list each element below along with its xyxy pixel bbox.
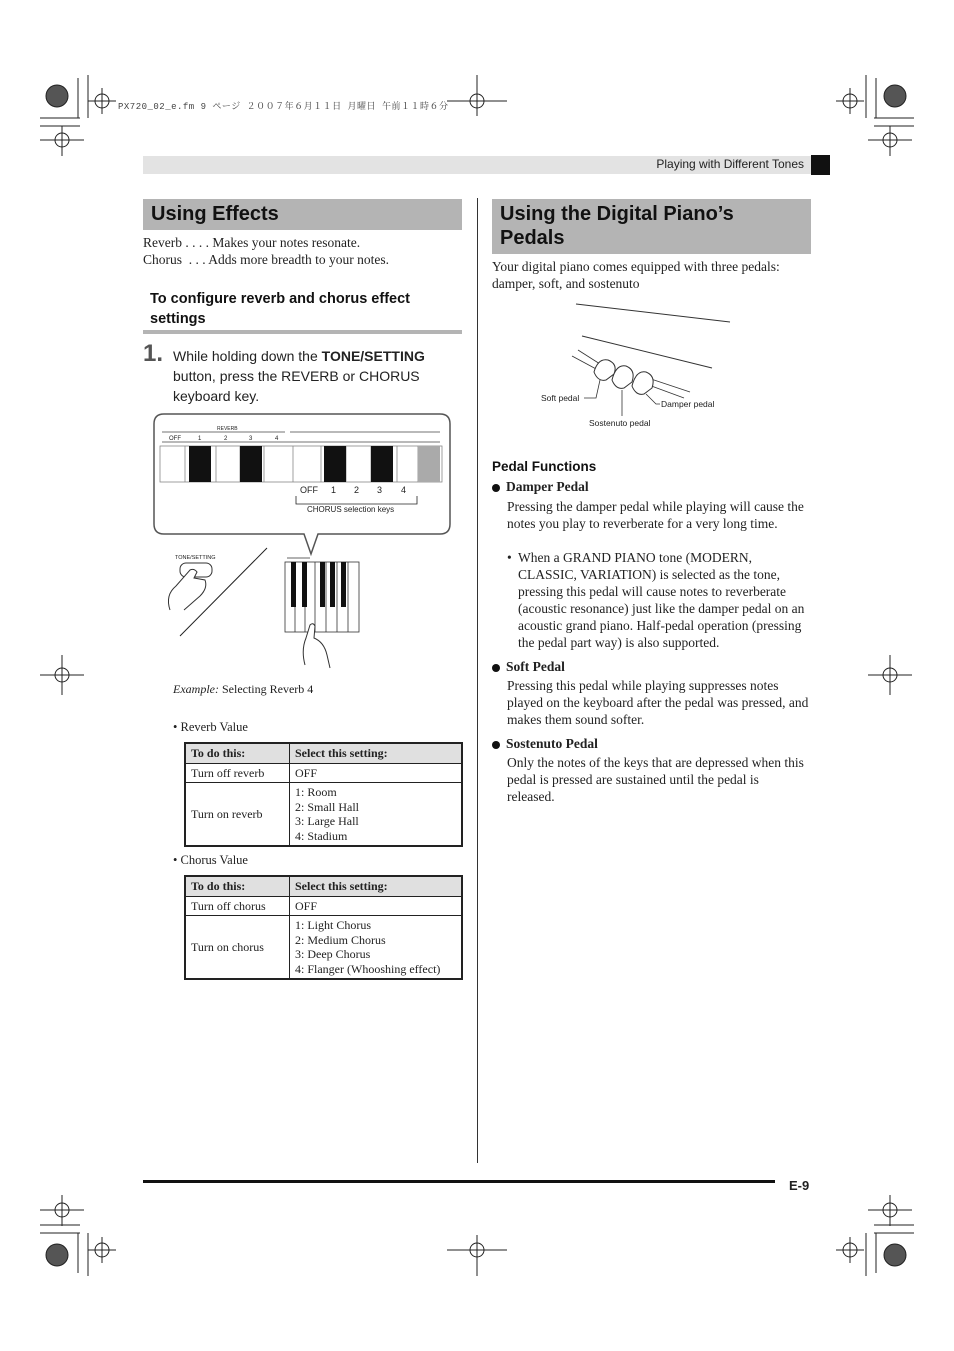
setting-line: 2: Medium Chorus xyxy=(295,932,386,947)
sostenuto-pedal-label: Sostenuto pedal xyxy=(589,418,651,428)
chorus-table-caption: • Chorus Value xyxy=(173,853,248,867)
footer-rule xyxy=(143,1180,775,1183)
chorus-table xyxy=(184,875,463,980)
reverb-table-caption: • Reverb Value xyxy=(173,720,248,734)
pedal-name: Soft Pedal xyxy=(506,659,565,674)
setting-line: 3: Deep Chorus xyxy=(295,947,371,961)
soft-pedal-heading xyxy=(492,659,565,675)
table-cell-action: Turn on reverb xyxy=(185,783,290,847)
file-info: PX720_02_e.fm 9 ページ ２００７年６月１１日 月曜日 午前１１時６分 xyxy=(118,102,449,112)
section-title-using-effects: Using Effects xyxy=(143,199,462,230)
table-row xyxy=(185,896,462,916)
intro-desc: Adds more breadth to your notes. xyxy=(208,252,389,267)
table-header-cell: Select this setting: xyxy=(290,743,463,763)
tone-setting-label: TONE/SETTING xyxy=(175,555,216,561)
table-cell-action: Turn on chorus xyxy=(185,916,290,980)
table-cell-setting: OFF xyxy=(290,896,463,916)
intro-leader: . . . . xyxy=(181,235,213,250)
column-divider xyxy=(477,198,478,1163)
reverb-key-label: 2 xyxy=(224,436,228,442)
table-row xyxy=(185,916,462,980)
header-block xyxy=(811,155,830,175)
chorus-key-label: 3 xyxy=(377,485,383,495)
note-bullet: • xyxy=(507,550,512,565)
damper-pedal-label: Damper pedal xyxy=(661,399,715,409)
table-row xyxy=(185,783,462,847)
pedal-name: Damper Pedal xyxy=(506,479,589,494)
table-cell-action: Turn off chorus xyxy=(185,896,290,916)
sostenuto-pedal-text: Only the notes of the keys that are depressed when this pedal is pressed are sustained until the pedal is released. xyxy=(507,755,804,804)
table-header-cell: To do this: xyxy=(185,876,290,896)
example-text: Selecting Reverb 4 xyxy=(221,682,314,696)
example-label: Example: xyxy=(173,682,219,696)
reverb-key-label: 3 xyxy=(249,436,253,442)
intro-line-reverb xyxy=(143,234,463,251)
step-text xyxy=(173,346,453,406)
figure-caption xyxy=(173,682,313,697)
reverb-label: REVERB xyxy=(217,426,238,432)
step-text-after: button, press the REVERB or CHORUS keyboard key. xyxy=(173,368,420,404)
pedals-intro: Your digital piano comes equipped with three pedals: damper, soft, and sostenuto xyxy=(492,259,780,291)
intro-term: Chorus xyxy=(143,252,183,267)
reverb-key-label: 1 xyxy=(198,436,202,442)
reverb-key-label: 4 xyxy=(275,436,279,442)
soft-pedal-label: Soft pedal xyxy=(541,393,580,403)
step-text-bold: TONE/SETTING xyxy=(321,348,425,364)
table-cell-action: Turn off reverb xyxy=(185,763,290,783)
bullet-icon xyxy=(492,741,500,749)
setting-line: 1: Room xyxy=(295,785,337,799)
damper-pedal-heading xyxy=(492,479,589,495)
intro-line-chorus xyxy=(143,251,463,268)
subheading-rule xyxy=(143,330,462,334)
setting-line: 4: Stadium xyxy=(295,828,348,843)
table-header-row xyxy=(185,743,462,763)
table-cell-setting xyxy=(290,916,463,980)
table-header-row xyxy=(185,876,462,896)
intro-desc: Makes your notes resonate. xyxy=(212,235,361,250)
bullet-icon xyxy=(492,664,500,672)
setting-line: 1: Light Chorus xyxy=(295,918,372,932)
effects-intro xyxy=(143,234,463,268)
reverb-table xyxy=(184,742,463,847)
setting-line: 4: Flanger (Whooshing effect) xyxy=(295,961,441,976)
soft-pedal-text: Pressing this pedal while playing suppresses notes played on the keyboard after the pedal was pressed, and makes them sound softer. xyxy=(507,678,809,727)
keyboard-figure xyxy=(150,410,455,675)
pedal-name: Sostenuto Pedal xyxy=(506,736,598,751)
table-cell-setting: OFF xyxy=(290,763,463,783)
table-header-cell: Select this setting: xyxy=(290,876,463,896)
chorus-key-label: 1 xyxy=(331,485,337,495)
configure-subheading: To configure reverb and chorus effect settings xyxy=(150,291,410,327)
pedals-figure xyxy=(538,298,738,433)
table-header-cell: To do this: xyxy=(185,743,290,763)
step-number: 1. xyxy=(143,340,164,367)
setting-line: 3: Large Hall xyxy=(295,814,359,828)
note-text: When a GRAND PIANO tone (MODERN, CLASSIC, VARIATION) is selected as the tone, pressing this pedal will cause notes to reverberate (acoustic resonance) just like the damper pedal on an acoustic grand piano. Half-pedal operation (pressing the pedal part way) is also supported. xyxy=(518,550,805,650)
intro-term: Reverb xyxy=(143,235,182,250)
intro-leader: . . . xyxy=(182,252,209,267)
chorus-key-label: OFF xyxy=(300,485,318,495)
chorus-key-label: 2 xyxy=(354,485,360,495)
chorus-caption: CHORUS selection keys xyxy=(307,505,395,514)
header-title: Playing with Different Tones xyxy=(656,157,804,171)
damper-pedal-text: Pressing the damper pedal while playing will cause the notes you play to reverberate for a very long time. xyxy=(507,499,804,531)
damper-pedal-note xyxy=(507,549,809,651)
step-text-before: While holding down the xyxy=(173,348,322,364)
page-number: E-9 xyxy=(789,1178,810,1193)
table-cell-setting xyxy=(290,783,463,847)
reverb-key-label: OFF xyxy=(169,436,181,442)
bullet-icon xyxy=(492,484,500,492)
sostenuto-pedal-heading xyxy=(492,736,598,752)
chorus-key-label: 4 xyxy=(401,485,407,495)
pedal-functions-heading: Pedal Functions xyxy=(492,459,597,474)
section-title-pedals: Using the Digital Piano’s Pedals xyxy=(492,199,811,254)
setting-line: 2: Small Hall xyxy=(295,799,359,814)
table-row xyxy=(185,763,462,783)
